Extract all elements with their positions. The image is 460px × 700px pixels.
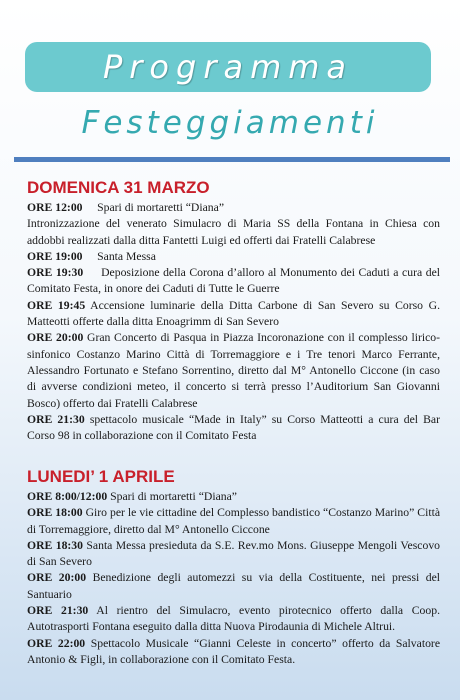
entry-time: ORE 8:00/12:00 xyxy=(27,490,108,503)
entry-text: Deposizione della Corona d’alloro al Monumento dei Caduti a cura del Comitato Festa, in onore dei Caduti di Tutte le Guerre xyxy=(27,266,441,296)
entry-text: Santa Messa presieduta da S.E. Rev.mo Mons. Giuseppe Mengoli Vescovo di San Severo xyxy=(27,538,441,569)
divider xyxy=(14,157,450,162)
entry-text: Spari di mortaretti “Diana” xyxy=(97,201,225,214)
day-section-monday xyxy=(27,466,440,668)
program-entry xyxy=(27,489,440,505)
entry-time: ORE 12:00 xyxy=(27,201,83,214)
program-entry xyxy=(27,330,440,411)
entry-time: ORE 22:00 xyxy=(27,636,86,650)
program-entry xyxy=(27,636,440,669)
entry-time: ORE 21:30 xyxy=(27,604,89,618)
entry-time: ORE 18:00 xyxy=(27,506,83,520)
entry-text: Benedizione degli automezzi su via della Costituente, nei pressi del Santuario xyxy=(27,571,441,601)
page-subtitle: Festeggiamenti xyxy=(81,105,379,141)
program-entry xyxy=(27,298,440,331)
entry-text: Gran Concerto di Pasqua in Piazza Incoronazione con il complesso lirico-sinfonico Costanzo Marino Città di Torremaggiore e i Tre tenori Marco Ferrante, Alessandro Fortunato e Stefano Sorrentino, diretto dal M° Antonello Ciccone (in caso di avverse condizioni meteo, il concerto si terrà presso l’Auditorium San Giovanni Bosco) offerto dai Fratelli Calabrese xyxy=(27,331,441,410)
entry-text: Giro per le vie cittadine del Complesso bandistico “Costanzo Marino” Città di Torremaggiore, diretto dal M° Antonello Ciccone xyxy=(27,506,441,536)
entry-time: ORE 19:45 xyxy=(27,298,86,312)
program-entry xyxy=(27,200,440,216)
entry-time: ORE 19:00 xyxy=(27,249,83,263)
entry-text: Al rientro del Simulacro, evento pirotecnico offerto dalla Coop. Autotrasporti Fontana eseguito dalla ditta Nuova Pirodaunia di Michele Altrui. xyxy=(27,604,441,634)
program-entry xyxy=(27,216,440,249)
entry-time: ORE 19:30 xyxy=(27,266,84,280)
entry-time: ORE 20:00 xyxy=(27,571,87,585)
title-banner xyxy=(25,42,431,92)
program-entry xyxy=(27,265,440,298)
program-entry xyxy=(27,412,440,445)
program-entry xyxy=(27,603,440,636)
program-entry xyxy=(27,538,440,571)
entry-text: Spettacolo Musicale “Gianni Celeste in concerto” offerto da Salvatore Antonio & Figli, in collaborazione con il Comitato Festa. xyxy=(27,636,441,666)
page-title: Programma xyxy=(102,48,354,86)
program-entry xyxy=(27,570,440,603)
entry-text: Santa Messa xyxy=(97,249,156,263)
entry-text: Intronizzazione del venerato Simulacro di Maria SS della Fontana in Chiesa con addobbi realizzati dalla ditta Fantetti Luigi ed offerti dai Fratelli Calabrese xyxy=(27,217,440,247)
entry-text: Accensione luminarie della Ditta Carbone di San Severo su Corso G. Matteotti offerte dalla ditta Enoagrimm di San Severo xyxy=(27,298,440,329)
entry-time: ORE 18:30 xyxy=(27,538,83,552)
program-entry xyxy=(27,249,440,265)
day-section-sunday xyxy=(27,177,440,444)
entry-text: Spari di mortaretti “Diana” xyxy=(110,490,237,503)
entry-time: ORE 21:30 xyxy=(27,412,85,426)
day-title: LUNEDI’ 1 APRILE xyxy=(27,467,175,486)
entry-text: spettacolo musicale “Made in Italy” su Corso Matteotti a cura del Bar Corso 98 in collaborazione con il Comitato Festa xyxy=(27,412,441,443)
entry-time: ORE 20:00 xyxy=(27,331,84,345)
program-entry xyxy=(27,505,440,538)
day-title: DOMENICA 31 MARZO xyxy=(27,178,210,197)
